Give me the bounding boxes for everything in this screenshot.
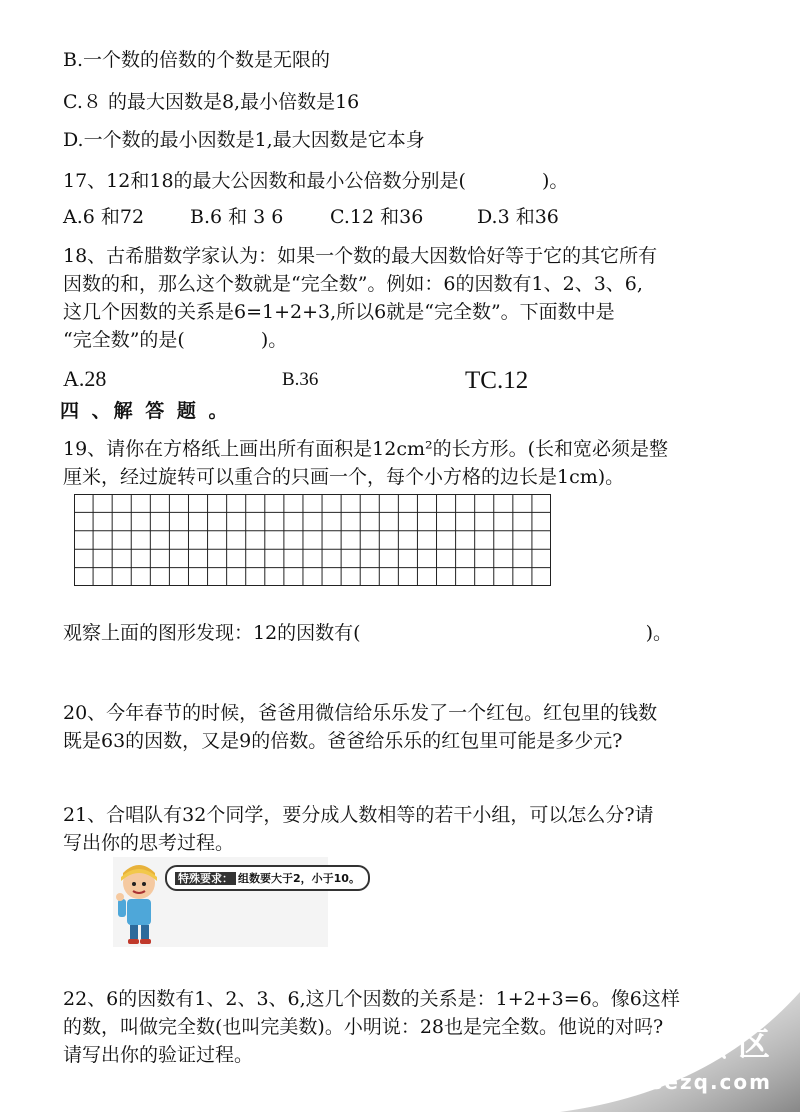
q21-line-2: 写出你的思考过程。 xyxy=(63,832,235,854)
speech-bubble xyxy=(165,865,370,891)
q19-observation: 观察上面的图形发现：12的因数有( )。 xyxy=(63,622,673,644)
watermark-url: www.sezq.com xyxy=(580,1070,772,1094)
q18-line-1: 18、古希腊数学家认为：如果一个数的最大因数恰好等于它的其它所有 xyxy=(63,245,658,267)
q19-line-2: 厘米，经过旋转可以重合的只画一个，每个小方格的边长是1cm)。 xyxy=(63,466,625,488)
q17-option-a: A.6 和72 xyxy=(63,206,145,228)
q18-line-2: 因数的和，那么这个数就是“完全数”。例如：6的因数有1、2、3、6, xyxy=(63,273,643,295)
q18-option-b: B.36 xyxy=(282,369,319,390)
q17-option-d: D.3 和36 xyxy=(477,206,559,228)
q18-line-4: “完全数”的是( )。 xyxy=(63,329,288,351)
watermark xyxy=(560,992,800,1112)
q22-line-1: 22、6的因数有1、2、3、6,这几个因数的关系是：1+2+3=6。像6这样 xyxy=(63,988,680,1010)
q18-option-a: A.28 xyxy=(63,366,107,391)
q17-option-b: B.6 和 3 6 xyxy=(190,206,284,228)
boy-icon xyxy=(113,857,173,947)
q20-line-1: 20、今年春节的时候，爸爸用微信给乐乐发了一个红包。红包里的钱数 xyxy=(63,702,658,724)
section-heading: 四 、解 答 题 。 xyxy=(60,400,231,422)
q16-option-c: C.８ 的最大因数是8,最小倍数是16 xyxy=(63,91,360,113)
q17-stem: 17、12和18的最大公因数和最小公倍数分别是( )。 xyxy=(63,170,569,192)
q16-option-b: B.一个数的倍数的个数是无限的 xyxy=(63,49,331,71)
square-grid-paper[interactable] xyxy=(74,494,551,586)
q22-line-3: 请写出你的验证过程。 xyxy=(63,1044,254,1066)
q19-line-1: 19、请你在方格纸上画出所有面积是12cm²的长方形。(长和宽必须是整 xyxy=(63,438,669,460)
q17-option-c: C.12 和36 xyxy=(330,206,424,228)
cartoon-boy-illustration xyxy=(113,857,360,947)
bubble-text: 组数要大于2，小于10。 xyxy=(238,872,360,885)
q20-line-2: 既是63的因数，又是9的倍数。爸爸给乐乐的红包里可能是多少元? xyxy=(63,730,623,752)
q16-option-d: D.一个数的最小因数是1,最大因数是它本身 xyxy=(63,129,425,151)
q22-line-2: 的数，叫做完全数(也叫完美数)。小明说：28也是完全数。他说的对吗? xyxy=(63,1016,664,1038)
watermark-name: 少儿专区 xyxy=(635,1025,772,1063)
q18-line-3: 这几个因数的关系是6=1+2+3,所以6就是“完全数”。下面数中是 xyxy=(63,301,615,323)
bubble-title: 特殊要求： xyxy=(175,872,236,885)
q21-line-1: 21、合唱队有32个同学，要分成人数相等的若干小组，可以怎么分?请 xyxy=(63,804,654,826)
q18-option-c: TC.12 xyxy=(465,367,529,394)
